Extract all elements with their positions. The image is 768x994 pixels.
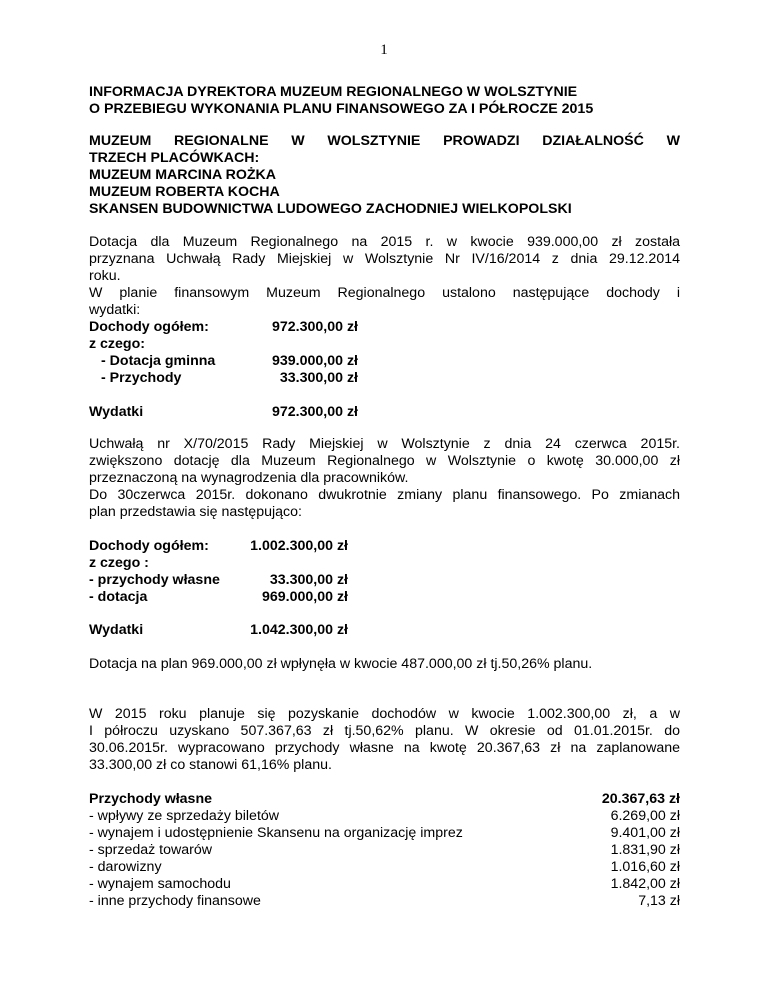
plan1-expenses-value: 972.300,00 zł bbox=[272, 404, 358, 420]
own-revenue-item-value: 1.842,00 zł bbox=[610, 876, 680, 892]
own-revenue-item-label: - inne przychody finansowe bbox=[89, 893, 261, 909]
plan2-grant-label: - dotacja bbox=[89, 589, 148, 605]
document-title-line2: O PRZEBIEGU WYKONANIA PLANU FINANSOWEGO ZA I PÓŁROCZE 2015 bbox=[89, 101, 594, 117]
para1-line2: przyznana Uchwałą Rady Miejskiej w Wolsztynie Nr IV/16/2014 z dnia 29.12.2014 bbox=[89, 251, 680, 267]
para3: Dotacja na plan 969.000,00 zł wpłynęła w kwocie 487.000,00 zł tj.50,26% planu. bbox=[89, 656, 593, 672]
plan1-revenue-label: - Przychody bbox=[101, 370, 182, 386]
para1-line3: roku. bbox=[89, 268, 121, 284]
para2-line4: Do 30czerwca 2015r. dokonano dwukrotnie zmiany planu finansowego. Po zmianach bbox=[89, 487, 680, 503]
institution-1: MUZEUM MARCINA ROŻKA bbox=[89, 167, 277, 183]
institutions-intro-cont: TRZECH PLACÓWKACH: bbox=[89, 150, 260, 166]
plan1-grant-value: 939.000,00 zł bbox=[272, 353, 358, 369]
own-revenue-item-label: - sprzedaż towarów bbox=[89, 842, 213, 858]
own-revenue-total: 20.367,63 zł bbox=[601, 791, 680, 807]
institution-3: SKANSEN BUDOWNICTWA LUDOWEGO ZACHODNIEJ WIELKOPOLSKI bbox=[89, 201, 572, 217]
para4-line1: W 2015 roku planuje się pozyskanie dochodów w kwocie 1.002.300,00 zł, a w bbox=[89, 706, 680, 722]
own-revenue-item-label: - wynajem samochodu bbox=[89, 876, 231, 892]
own-revenue-item-value: 1.016,60 zł bbox=[610, 859, 680, 875]
institutions-intro: MUZEUM REGIONALNE W WOLSZTYNIE PROWADZI DZIAŁALNOŚĆ W bbox=[89, 133, 680, 149]
para2-line1: Uchwałą nr X/70/2015 Rady Miejskiej w Wolsztynie z dnia 24 czerwca 2015r. bbox=[89, 436, 680, 452]
plan1-revenue-value: 33.300,00 zł bbox=[279, 370, 358, 386]
plan2-expenses-value: 1.042.300,00 zł bbox=[250, 622, 348, 638]
own-revenue-title: Przychody własne bbox=[89, 791, 213, 807]
para4-line4: 33.300,00 zł co stanowi 61,16% planu. bbox=[89, 757, 332, 773]
page-number: 1 bbox=[380, 42, 388, 58]
plan1-of-which: z czego: bbox=[89, 336, 145, 352]
plan1-income-value: 972.300,00 zł bbox=[272, 319, 358, 335]
own-revenue-item-value: 6.269,00 zł bbox=[610, 808, 680, 824]
own-revenue-item-value: 1.831,90 zł bbox=[610, 842, 680, 858]
para1-line1: Dotacja dla Muzeum Regionalnego na 2015 r. w kwocie 939.000,00 zł została bbox=[89, 234, 680, 250]
own-revenue-item-value: 9.401,00 zł bbox=[610, 825, 680, 841]
para4-line2: I półroczu uzyskano 507.367,63 zł tj.50,62% planu. W okresie od 01.01.2015r. do bbox=[89, 723, 680, 739]
own-revenue-item-value: 7,13 zł bbox=[638, 893, 680, 909]
plan2-of-which: z czego : bbox=[89, 555, 149, 571]
para4-line3: 30.06.2015r. wypracowano przychody własne na kwotę 20.367,63 zł na zaplanowane bbox=[89, 740, 680, 756]
plan2-income-value: 1.002.300,00 zł bbox=[250, 538, 348, 554]
para2-line2: zwiększono dotację dla Muzeum Regionalnego w Wolsztynie o kwotę 30.000,00 zł bbox=[89, 453, 680, 469]
plan2-expenses-label: Wydatki bbox=[89, 622, 144, 638]
plan2-grant-value: 969.000,00 zł bbox=[262, 589, 348, 605]
institution-2: MUZEUM ROBERTA KOCHA bbox=[89, 184, 280, 200]
own-revenue-item-label: - wpływy ze sprzedaży biletów bbox=[89, 808, 280, 824]
plan2-own-value: 33.300,00 zł bbox=[269, 572, 348, 588]
para1-line5: wydatki: bbox=[89, 302, 141, 318]
para2-line3: przeznaczoną na wynagrodzenia dla pracowników. bbox=[89, 470, 409, 486]
plan1-income-label: Dochody ogółem: bbox=[89, 319, 209, 335]
document-title-line1: INFORMACJA DYREKTORA MUZEUM REGIONALNEGO W WOLSZTYNIE bbox=[89, 84, 578, 100]
para1-line4: W planie finansowym Muzeum Regionalnego ustalono następujące dochody i bbox=[89, 285, 680, 301]
plan1-grant-label: - Dotacja gminna bbox=[101, 353, 216, 369]
own-revenue-item-label: - wynajem i udostępnienie Skansenu na organizację imprez bbox=[89, 825, 463, 841]
plan2-income-label: Dochody ogółem: bbox=[89, 538, 209, 554]
plan2-own-label: - przychody własne bbox=[89, 572, 220, 588]
para2-line5: plan przedstawia się następująco: bbox=[89, 504, 302, 520]
own-revenue-item-label: - darowizny bbox=[89, 859, 162, 875]
plan1-expenses-label: Wydatki bbox=[89, 404, 144, 420]
